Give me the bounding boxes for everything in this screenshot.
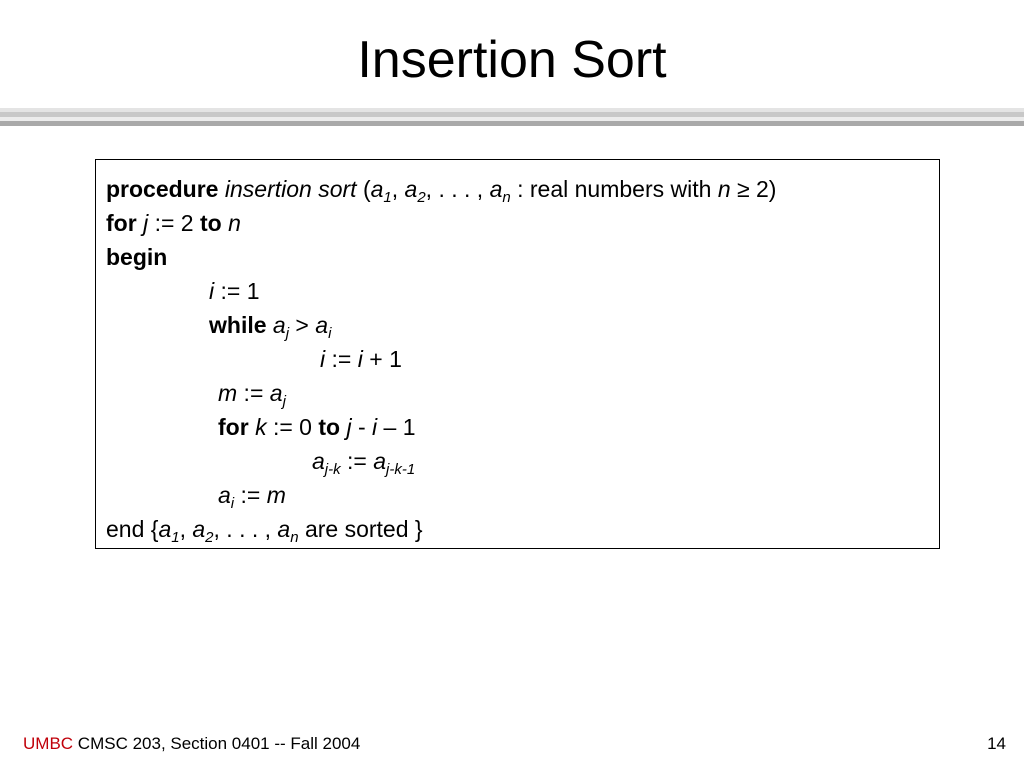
subscript-2: 2 (417, 189, 426, 206)
keyword-for: for (218, 414, 249, 440)
procedure-name: insertion sort (224, 176, 357, 202)
var-k: k (255, 414, 267, 440)
var-n: n (717, 176, 731, 202)
var-a: a (404, 176, 418, 202)
var-a: a (373, 448, 387, 474)
keyword-procedure: procedure (106, 176, 219, 202)
assign-zero: := 0 (266, 414, 319, 440)
comma: , (391, 176, 405, 202)
var-j: j (143, 210, 149, 236)
var-a: a (272, 312, 286, 338)
ellipsis: , . . . , (425, 176, 490, 202)
assign-one: := 1 (214, 278, 260, 304)
subscript-i: i (230, 495, 235, 512)
assign: := (234, 482, 267, 508)
footer-course: CMSC 203, Section 0401 -- Fall 2004 (77, 734, 361, 753)
var-a: a (312, 448, 325, 474)
end-line (106, 512, 939, 546)
keyword-for: for (106, 210, 137, 236)
var-a: a (218, 482, 231, 508)
var-m: m (266, 482, 286, 508)
var-a: a (489, 176, 503, 202)
insert-line (106, 478, 939, 512)
comma: , (179, 516, 193, 542)
m-assign-line (106, 376, 939, 410)
i-init-line (106, 274, 939, 308)
end-open: end { (106, 516, 159, 542)
var-a: a (158, 516, 172, 542)
keyword-begin: begin (106, 244, 168, 270)
subscript-i: i (328, 325, 332, 342)
assign-two: := 2 (148, 210, 200, 236)
minus: - (351, 414, 373, 440)
param-type: : real numbers with (510, 176, 718, 202)
var-a: a (269, 380, 283, 406)
var-i: i (320, 346, 326, 372)
var-i: i (372, 414, 378, 440)
subscript-2: 2 (205, 529, 214, 546)
assign: := (340, 448, 374, 474)
for-k-line (106, 410, 939, 444)
var-a: a (315, 312, 329, 338)
var-m: m (218, 380, 238, 406)
open-paren: ( (362, 176, 371, 202)
shift-line (106, 444, 939, 478)
are-sorted: are sorted } (298, 516, 423, 542)
subscript-1: 1 (171, 529, 180, 546)
pseudocode-box (95, 159, 940, 549)
ellipsis: , . . . , (213, 516, 278, 542)
var-a: a (370, 176, 384, 202)
keyword-to: to (199, 210, 222, 236)
assign: := (325, 346, 358, 372)
var-a: a (192, 516, 206, 542)
var-i: i (357, 346, 363, 372)
var-a: a (277, 516, 291, 542)
geq-two: ≥ 2) (730, 176, 777, 202)
subscript-n: n (290, 529, 299, 546)
var-i: i (209, 278, 215, 304)
minus-one: – 1 (377, 414, 416, 440)
subscript-j: j (282, 393, 286, 410)
subscript-j-k: j-k (324, 461, 341, 478)
begin-line (106, 240, 939, 274)
var-j: j (346, 414, 352, 440)
var-n: n (228, 210, 241, 236)
slide-footer (23, 733, 360, 755)
subscript-n: n (502, 189, 511, 206)
assign: := (237, 380, 270, 406)
subscript-1: 1 (383, 189, 392, 206)
plus-one: + 1 (362, 346, 402, 372)
subscript-j-k-1: j-k-1 (386, 461, 416, 478)
i-increment-line (106, 342, 939, 376)
while-line (106, 308, 939, 342)
keyword-to: to (318, 414, 341, 440)
keyword-while: while (209, 312, 267, 338)
page-number: 14 (987, 734, 1006, 753)
subscript-j: j (285, 325, 290, 342)
greater-than: > (289, 312, 316, 338)
slide-title: Insertion Sort (357, 31, 667, 89)
procedure-line (106, 172, 939, 206)
for-j-line (106, 206, 939, 240)
footer-org: UMBC (23, 734, 74, 753)
